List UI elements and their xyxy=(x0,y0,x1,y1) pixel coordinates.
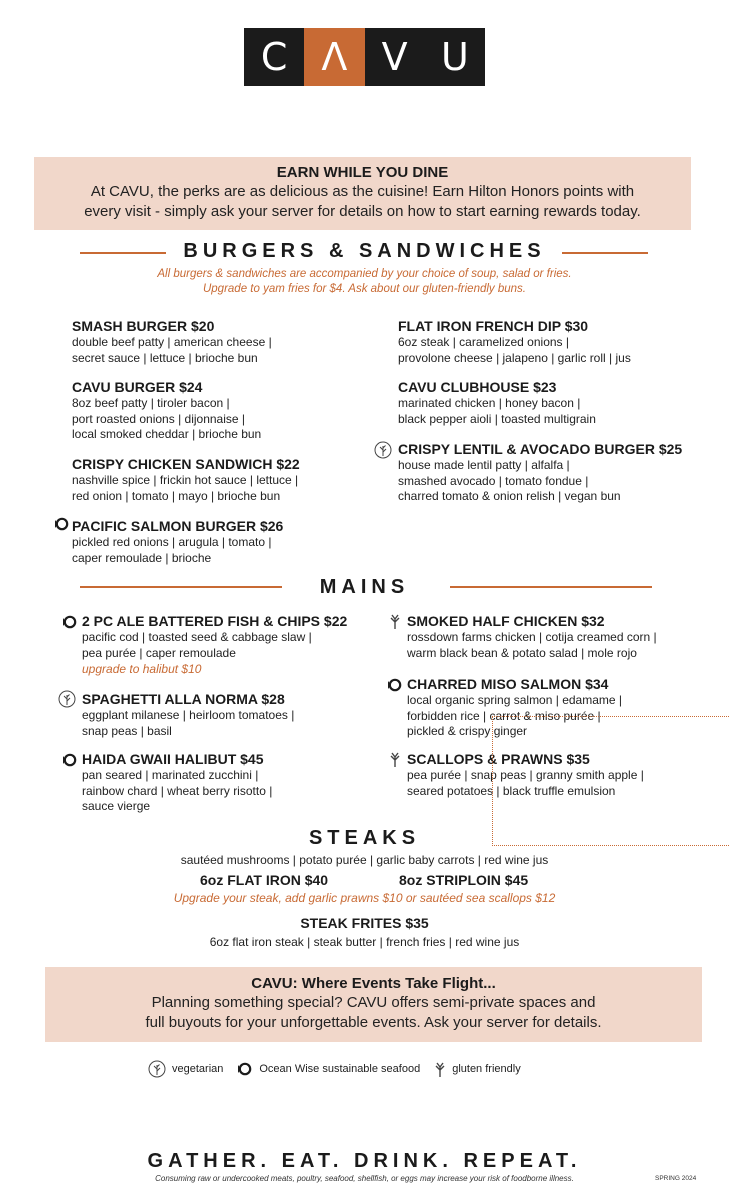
item-desc: eggplant milanese | heirloom tomatoes | xyxy=(82,708,295,722)
menu-item xyxy=(398,379,596,427)
item-desc: sauce vierge xyxy=(82,799,151,813)
item-name: FLAT IRON FRENCH DIP $30 xyxy=(398,318,589,334)
wheat-icon xyxy=(389,613,401,634)
fish-icon xyxy=(237,1062,253,1076)
item-name: SMOKED HALF CHICKEN $32 xyxy=(407,613,605,629)
item-name: CAVU BURGER $24 xyxy=(72,379,203,395)
fish-icon xyxy=(387,678,403,697)
menu-item xyxy=(72,318,272,366)
item-desc: pacific cod | toasted seed & cabbage slaw | xyxy=(82,630,312,644)
dotted-guide xyxy=(492,716,729,717)
legend-label: gluten friendly xyxy=(452,1063,521,1075)
section-heading-burgers: BURGERS & SANDWICHES xyxy=(183,240,546,262)
steak-upgrade: Upgrade your steak, add garlic prawns $10 or sautéed sea scallops $12 xyxy=(173,891,556,905)
item-name: CRISPY CHICKEN SANDWICH $22 xyxy=(72,456,300,472)
item-desc: local smoked cheddar | brioche bun xyxy=(72,427,262,441)
item-name: CAVU CLUBHOUSE $23 xyxy=(398,379,557,395)
fish-icon xyxy=(62,753,78,772)
item-name: HAIDA GWAII HALIBUT $45 xyxy=(82,751,264,767)
section-heading-mains: MAINS xyxy=(319,576,410,598)
leaf-icon xyxy=(58,690,76,713)
fish-icon xyxy=(54,517,70,536)
item-desc: double beef patty | american cheese | xyxy=(72,335,272,349)
legend xyxy=(148,1060,535,1078)
legend-label: vegetarian xyxy=(172,1063,224,1075)
season-label: SPRING 2024 xyxy=(655,1175,697,1182)
banner-title: CAVU: Where Events Take Flight... xyxy=(251,975,496,992)
item-desc: local organic spring salmon | edamame | xyxy=(407,693,623,707)
item-desc: pickled & crispy ginger xyxy=(407,724,528,738)
logo-letter: C xyxy=(244,28,304,86)
item-desc: snap peas | basil xyxy=(82,723,172,738)
section-note: All burgers & sandwiches are accompanied by your choice of soup, salad or fries. xyxy=(157,268,572,280)
banner-text: every visit - simply ask your server for details on how to start earning rewards today. xyxy=(84,203,641,220)
menu-item xyxy=(72,379,261,443)
section-note: Upgrade to yam fries for $4. Ask about our gluten-friendly buns. xyxy=(202,283,527,295)
menu-item xyxy=(72,518,283,566)
legend-label: Ocean Wise sustainable seafood xyxy=(259,1063,421,1075)
banner-text: At CAVU, the perks are as delicious as the cuisine! Earn Hilton Honors points with xyxy=(90,183,635,200)
item-desc: secret sauce | lettuce | brioche bun xyxy=(72,350,258,365)
item-desc: house made lentil patty | alfalfa | xyxy=(398,458,570,472)
leaf-icon xyxy=(374,441,392,464)
logo-letter: U xyxy=(425,28,485,86)
item-desc: smashed avocado | tomato fondue | xyxy=(398,473,589,488)
logo-letter: Λ xyxy=(304,28,364,86)
item-desc: port roasted onions | dijonnaise | xyxy=(72,411,246,426)
disclaimer: Consuming raw or undercooked meats, poultry, seafood, shellfish, or eggs may increase your risk of foodborne illness. xyxy=(155,1174,574,1183)
item-upgrade: upgrade to halibut $10 xyxy=(82,662,202,676)
item-desc: warm black bean & potato salad | mole rojo xyxy=(407,645,637,660)
item-desc: 6oz flat iron steak | steak butter | french fries | red wine jus xyxy=(209,935,520,949)
item-desc: pan seared | marinated zucchini | xyxy=(82,768,259,782)
wheat-icon xyxy=(434,1061,446,1077)
item-desc: red onion | tomato | mayo | brioche bun xyxy=(72,488,281,503)
item-desc: caper remoulade | brioche xyxy=(72,550,212,565)
item-desc: marinated chicken | honey bacon | xyxy=(398,396,581,410)
item-name: 6oz FLAT IRON $40 xyxy=(200,872,329,888)
item-desc: forbidden rice | carrot & miso purée | xyxy=(407,708,601,723)
menu-item xyxy=(82,613,347,677)
steak-sides: sautéed mushrooms | potato purée | garlic baby carrots | red wine jus xyxy=(180,853,549,867)
item-name: SCALLOPS & PRAWNS $35 xyxy=(407,751,590,767)
item-name: CRISPY LENTIL & AVOCADO BURGER $25 xyxy=(398,441,683,457)
hilton-honors-banner xyxy=(34,157,691,230)
logo-letter: V xyxy=(365,28,425,86)
cavu-logo xyxy=(244,28,485,86)
item-name: SPAGHETTI ALLA NORMA $28 xyxy=(82,691,285,707)
menu-item xyxy=(398,441,682,505)
item-desc: pea purée | caper remoulade xyxy=(82,645,236,660)
item-desc: pickled red onions | arugula | tomato | xyxy=(72,535,272,549)
item-name: 8oz STRIPLOIN $45 xyxy=(399,872,529,888)
item-desc: black pepper aioli | toasted multigrain xyxy=(398,411,596,426)
item-name: SMASH BURGER $20 xyxy=(72,318,215,334)
item-desc: rainbow chard | wheat berry risotto | xyxy=(82,783,273,798)
item-desc: charred tomato & onion relish | vegan bun xyxy=(398,489,621,503)
menu-item xyxy=(398,318,631,366)
item-name: STEAK FRITES $35 xyxy=(300,915,429,931)
item-desc: 8oz beef patty | tiroler bacon | xyxy=(72,396,230,410)
menu-item xyxy=(407,751,644,799)
item-desc: pea purée | snap peas | granny smith apple | xyxy=(407,768,644,782)
menu-item xyxy=(407,613,657,661)
menu-item xyxy=(72,456,300,504)
wheat-icon xyxy=(389,751,401,772)
events-banner xyxy=(45,967,702,1042)
item-name: CHARRED MISO SALMON $34 xyxy=(407,676,609,692)
section-heading-steaks: STEAKS xyxy=(308,827,421,849)
item-desc: seared potatoes | black truffle emulsion xyxy=(407,783,616,798)
tagline: GATHER. EAT. DRINK. REPEAT. xyxy=(147,1150,582,1172)
menu-item xyxy=(82,691,294,739)
menu-item xyxy=(407,676,622,740)
item-desc: rossdown farms chicken | cotija creamed corn | xyxy=(407,630,657,644)
menu-item xyxy=(82,751,272,815)
banner-title: EARN WHILE YOU DINE xyxy=(276,164,449,181)
item-name: PACIFIC SALMON BURGER $26 xyxy=(72,518,284,534)
item-desc: nashville spice | frickin hot sauce | lettuce | xyxy=(72,473,299,487)
fish-icon xyxy=(62,615,78,634)
banner-text: full buyouts for your unforgettable events. Ask your server for details. xyxy=(145,1014,602,1031)
item-desc: provolone cheese | jalapeno | garlic roll | jus xyxy=(398,350,631,365)
item-name: 2 PC ALE BATTERED FISH & CHIPS $22 xyxy=(82,613,348,629)
leaf-icon xyxy=(148,1060,166,1078)
banner-text: Planning something special? CAVU offers semi-private spaces and xyxy=(151,994,596,1011)
item-desc: 6oz steak | caramelized onions | xyxy=(398,335,569,349)
